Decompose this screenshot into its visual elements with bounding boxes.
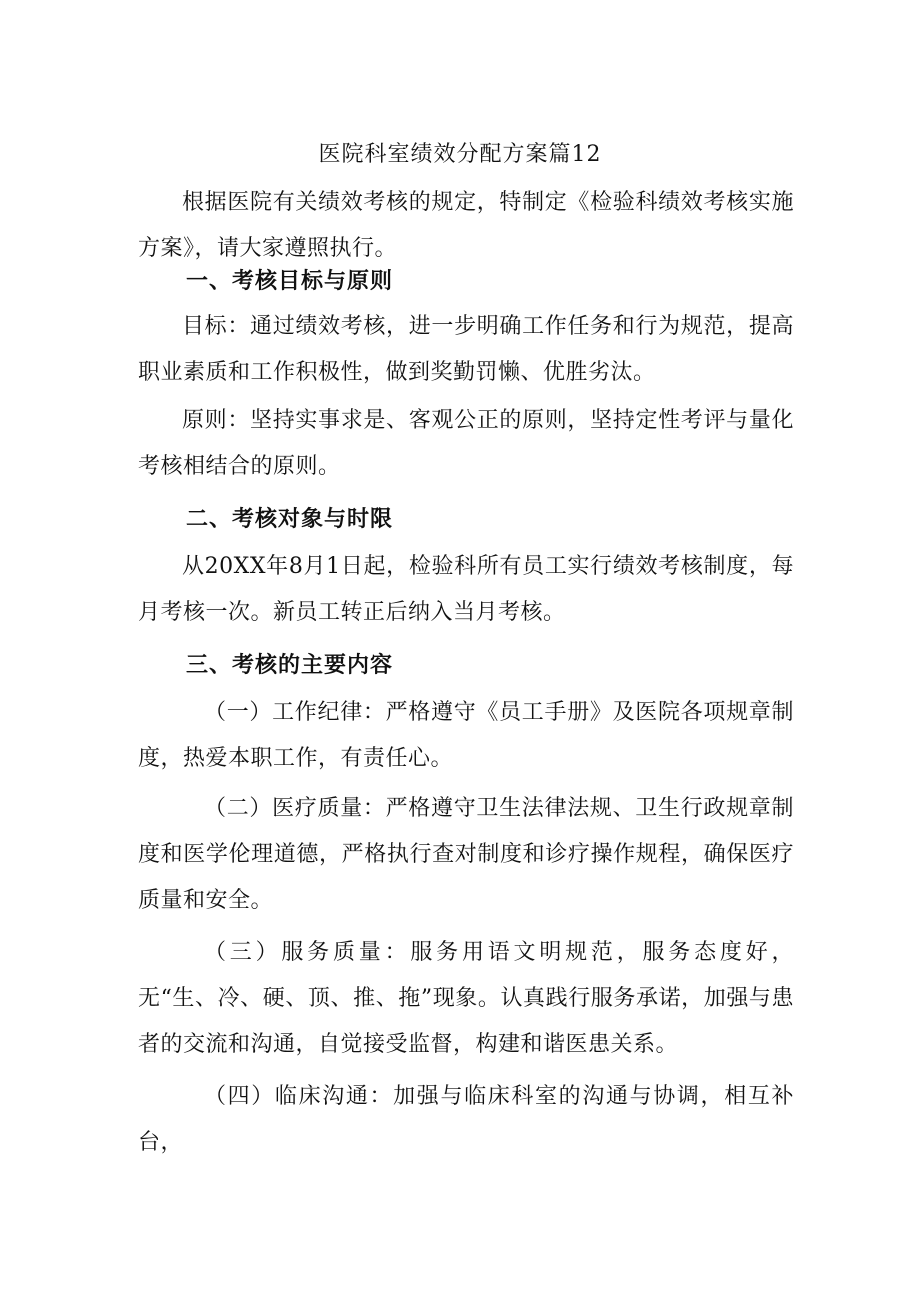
content-item-2: （二）医疗质量：严格遵守卫生法律法规、卫生行政规章制度和医学伦理道德，严格执行查对制度和诊疗操作规程，确保医疗质量和安全。: [138, 796, 794, 913]
section-heading-3: 三、考核的主要内容: [186, 652, 394, 678]
content-item-1: （一）工作纪律：严格遵守《员工手册》及医院各项规章制度，热爱本职工作，有责任心。: [138, 700, 794, 771]
goal-paragraph: 目标：通过绩效考核，进一步明确工作任务和行为规范，提高职业素质和工作积极性，做到奖勤罚懒、优胜劣汰。: [138, 314, 794, 385]
section-heading-2: 二、考核对象与时限: [186, 506, 394, 532]
principle-paragraph: 原则：坚持实事求是、客观公正的原则，坚持定性考评与量化考核相结合的原则。: [138, 408, 794, 479]
content-item-4: （四）临床沟通：加强与临床科室的沟通与协调，相互补台，: [138, 1084, 794, 1155]
content-item-3: （三）服务质量：服务用语文明规范，服务态度好，无“生、冷、硬、顶、推、拖”现象。认真践行服务承诺，加强与患者的交流和沟通，自觉接受监督，构建和谐医患关系。: [138, 940, 794, 1057]
scope-paragraph: 从20XX年8月1日起，检验科所有员工实行绩效考核制度，每月考核一次。新员工转正后纳入当月考核。: [138, 554, 794, 625]
intro-paragraph: 根据医院有关绩效考核的规定，特制定《检验科绩效考核实施方案》，请大家遵照执行。: [138, 190, 794, 261]
document-title: 医院科室绩效分配方案篇12: [318, 142, 602, 167]
section-heading-1: 一、考核目标与原则: [186, 268, 394, 294]
